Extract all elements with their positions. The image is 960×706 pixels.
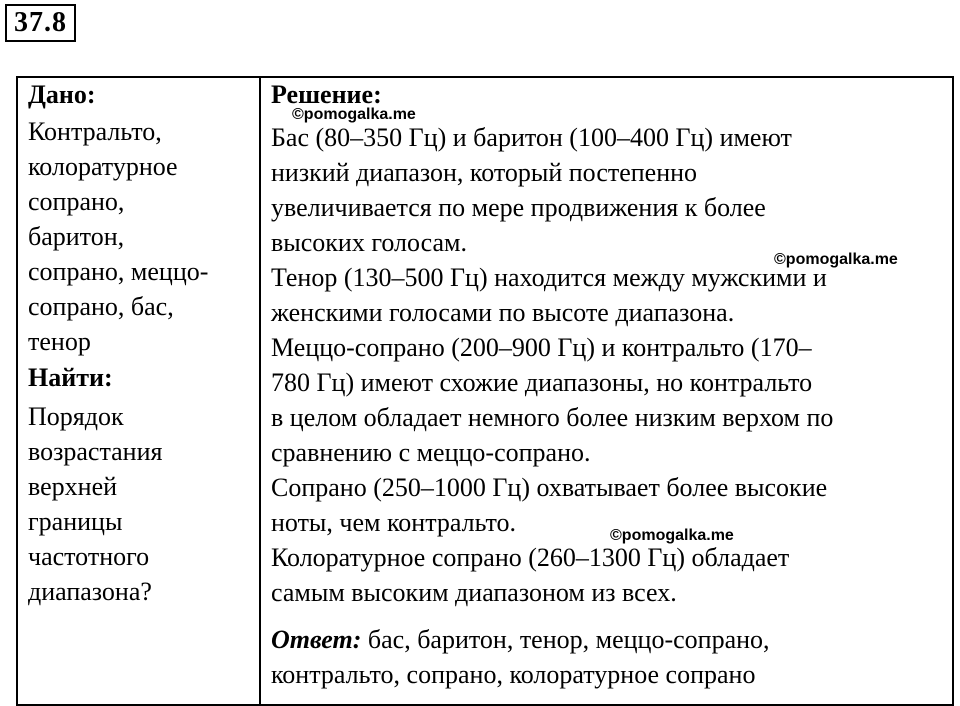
solution-line: женскими голосами по высоте диапазона. <box>271 298 735 327</box>
given-line: баритон, <box>28 222 125 251</box>
given-line: Контральто, <box>28 117 162 146</box>
given-list <box>28 114 254 359</box>
find-line: возрастания <box>28 437 163 466</box>
given-header: Дано: <box>28 80 96 109</box>
watermark: ©pomogalka.me <box>292 106 416 123</box>
find-line: Порядок <box>28 402 124 431</box>
solution-line: самым высоким диапазоном из всех. <box>271 578 677 607</box>
solution-line: Сопрано (250–1000 Гц) охватывает более высокие <box>271 473 828 502</box>
solution-column <box>271 80 951 692</box>
solution-line: 780 Гц) имеют схожие диапазоны, но контральто <box>271 368 813 397</box>
find-line: границы <box>28 507 123 536</box>
given-line: сопрано, <box>28 187 125 216</box>
solution-line: Тенор (130–500 Гц) находится между мужскими и <box>271 263 827 292</box>
solution-line: Бас (80–350 Гц) и баритон (100–400 Гц) имеют <box>271 123 792 152</box>
answer <box>271 622 951 692</box>
column-divider <box>259 76 261 706</box>
problem-number: 37.8 <box>5 4 76 42</box>
solution-line: высоких голосам. <box>271 228 467 257</box>
find-list <box>28 399 254 609</box>
given-line: тенор <box>28 327 91 356</box>
answer-line-1 <box>271 622 951 657</box>
given-line: сопрано, бас, <box>28 292 174 321</box>
solution-line: низкий диапазон, который постепенно <box>271 158 698 187</box>
find-line: верхней <box>28 472 118 501</box>
solution-line: увеличивается по мере продвижения к более <box>271 193 766 222</box>
solution-header: Решение: <box>271 80 382 109</box>
given-column <box>28 80 254 609</box>
watermark: ©pomogalka.me <box>610 527 734 544</box>
solution-line: сравнению с меццо-сопрано. <box>271 438 591 467</box>
solution-line: Колоратурное сопрано (260–1300 Гц) обладает <box>271 543 790 572</box>
solution-line: Меццо-сопрано (200–900 Гц) и контральто (170– <box>271 333 812 362</box>
find-line: диапазона? <box>28 577 152 606</box>
solution-line: в целом обладает немного более низким верхом по <box>271 403 834 432</box>
solution-line: ноты, чем контральто. <box>271 508 517 537</box>
answer-line-2: контральто, сопрано, колоратурное сопрано <box>271 660 756 689</box>
given-line: колоратурное <box>28 152 178 181</box>
watermark: ©pomogalka.me <box>774 251 898 268</box>
find-line: частотного <box>28 542 150 571</box>
answer-label: Ответ: <box>271 625 362 654</box>
given-line: сопрано, меццо- <box>28 257 209 286</box>
find-header: Найти: <box>28 363 113 392</box>
answer-text: бас, баритон, тенор, меццо-сопрано, <box>361 625 770 654</box>
